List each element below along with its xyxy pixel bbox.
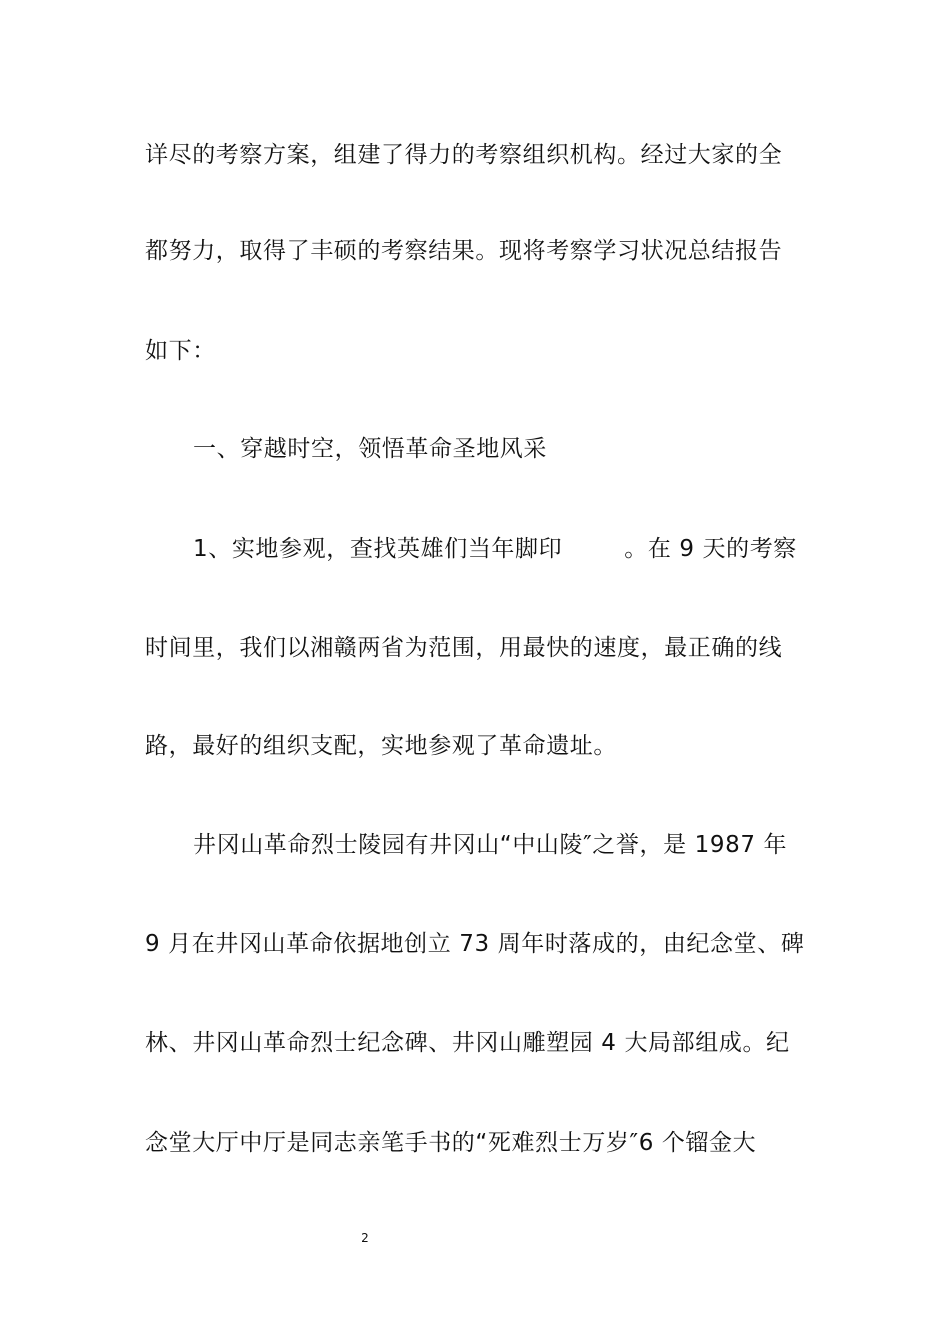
paragraph-2-line-3 — [145, 1028, 805, 1058]
section-heading — [193, 434, 805, 464]
paragraph-1-line-2-text: 时间里，我们以湘赣两省为范围，用最快的速度，最正确的线 — [145, 635, 783, 661]
paragraph-2-line-1 — [193, 830, 805, 860]
section-heading-text: 一、穿越时空，领悟革命圣地风采 — [193, 436, 547, 462]
paragraph-2-line-4 — [145, 1128, 805, 1158]
paragraph-2-line-3-text: 林、井冈山革命烈士纪念碑、井冈山雕塑园 4 大局部组成。纪 — [145, 1030, 790, 1056]
paragraph-1-line-3-text: 路，最好的组织支配，实地参观了革命遗址。 — [145, 733, 617, 759]
intro-line-1 — [145, 140, 805, 170]
intro-line-3 — [145, 336, 805, 366]
page-number: 2 — [361, 1231, 369, 1245]
paragraph-2-line-2 — [145, 929, 805, 959]
paragraph-1-line-1-part-b: 。在 9 天的考察 — [624, 536, 797, 562]
paragraph-1-line-2 — [145, 633, 805, 663]
paragraph-2-line-2-text: 9 月在井冈山革命依据地创立 73 周年时落成的，由纪念堂、碑 — [145, 931, 805, 957]
paragraph-1-line-3 — [145, 731, 805, 761]
intro-line-1-text: 详尽的考察方案，组建了得力的考察组织机构。经过大家的全 — [145, 142, 783, 168]
paragraph-2-line-4-text: 念堂大厅中厅是同志亲笔手书的“死难烈士万岁″6 个镏金大 — [145, 1130, 757, 1156]
intro-line-3-text: 如下： — [145, 338, 216, 364]
paragraph-1-line-1-part-a: 1、实地参观，查找英雄们当年脚印 — [193, 536, 563, 562]
intro-line-2 — [145, 236, 805, 266]
intro-line-2-text: 都努力，取得了丰硕的考察结果。现将考察学习状况总结报告 — [145, 238, 783, 264]
paragraph-2-line-1-text: 井冈山革命烈士陵园有井冈山“中山陵″之誉，是 1987 年 — [193, 832, 788, 858]
paragraph-1-line-1 — [193, 534, 805, 564]
